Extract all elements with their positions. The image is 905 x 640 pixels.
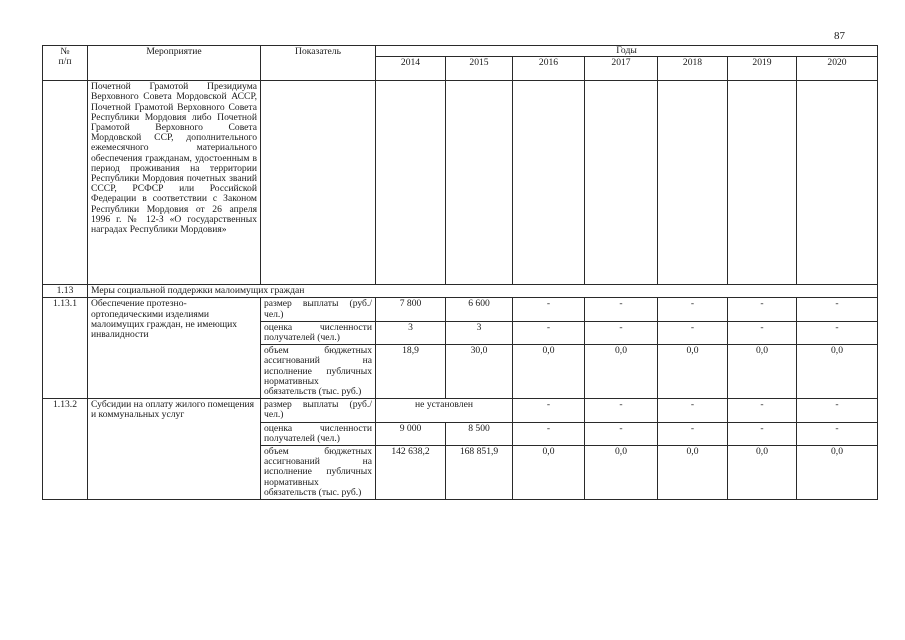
value-cell: 7 800 bbox=[376, 298, 446, 321]
item-title: Субсидии на оплату жилого помещения и коммунальных услуг bbox=[88, 399, 261, 500]
value-cell: - bbox=[513, 399, 585, 422]
value-cell: - bbox=[585, 422, 658, 445]
cell-empty bbox=[585, 81, 658, 285]
item-title: Обеспечение протезно-ортопедическими изделиями малоимущих граждан, не имеющих инвалидности bbox=[88, 298, 261, 399]
value-merged-cell: не установлен bbox=[376, 399, 513, 422]
page-number: 87 bbox=[834, 30, 845, 42]
year-cell: 2015 bbox=[446, 57, 513, 81]
value-cell: - bbox=[513, 321, 585, 344]
value-cell: 0,0 bbox=[728, 345, 797, 399]
col-header-years: Годы bbox=[376, 46, 878, 57]
value-cell: 6 600 bbox=[446, 298, 513, 321]
value-cell: - bbox=[585, 321, 658, 344]
year-cell: 2016 bbox=[513, 57, 585, 81]
item-num: 1.13.1 bbox=[43, 298, 88, 399]
value-cell: - bbox=[728, 298, 797, 321]
value-cell: 8 500 bbox=[446, 422, 513, 445]
value-cell: 142 638,2 bbox=[376, 446, 446, 500]
col-header-event: Мероприятие bbox=[88, 46, 261, 81]
year-cell: 2019 bbox=[728, 57, 797, 81]
value-cell: 3 bbox=[446, 321, 513, 344]
year-cell: 2020 bbox=[797, 57, 878, 81]
header-row bbox=[43, 46, 878, 57]
value-cell: - bbox=[797, 422, 878, 445]
value-cell: 0,0 bbox=[797, 446, 878, 500]
col-header-num: № п/п bbox=[43, 46, 88, 81]
cell-empty bbox=[446, 81, 513, 285]
value-cell: 0,0 bbox=[658, 446, 728, 500]
value-cell: 0,0 bbox=[585, 446, 658, 500]
indicator-cell: объем бюджетных ассигнований на исполнение публичных нормативных обязательств (тыс. руб.) bbox=[261, 345, 376, 399]
value-cell: - bbox=[513, 298, 585, 321]
value-cell: - bbox=[797, 298, 878, 321]
value-cell: - bbox=[797, 321, 878, 344]
cell-empty bbox=[376, 81, 446, 285]
value-cell: 0,0 bbox=[658, 345, 728, 399]
value-cell: - bbox=[728, 399, 797, 422]
value-cell: - bbox=[513, 422, 585, 445]
value-cell: - bbox=[585, 298, 658, 321]
indicator-cell: оценка численности получателей (чел.) bbox=[261, 422, 376, 445]
continuation-row bbox=[43, 81, 878, 285]
year-cell: 2018 bbox=[658, 57, 728, 81]
value-cell: 0,0 bbox=[585, 345, 658, 399]
cell-empty bbox=[43, 81, 88, 285]
cell-empty bbox=[513, 81, 585, 285]
indicator-cell: оценка численности получателей (чел.) bbox=[261, 321, 376, 344]
value-cell: - bbox=[658, 399, 728, 422]
value-cell: - bbox=[728, 321, 797, 344]
value-cell: 0,0 bbox=[513, 345, 585, 399]
cell-empty bbox=[658, 81, 728, 285]
table-row bbox=[43, 399, 878, 422]
continuation-text: Почетной Грамотой Президиума Верховного Совета Мордовской АССР, Почетной Грамотой Верховного Совета Республики Мордовия либо Почетной Грамотой Верховного Совета Мордовской ССР, дополнительного ежемесячного материального обеспечения гражданам, удостоенным в период проживания на территории Республики Мордовия почетных званий СССР, РСФСР или Российской Федерации в соответствии с Законом Республики Мордовия от 26 апреля 1996 г. № 12-З «О государственных наградах Республики Мордовия» bbox=[88, 81, 261, 285]
value-cell: 3 bbox=[376, 321, 446, 344]
value-cell: - bbox=[585, 399, 658, 422]
year-cell: 2014 bbox=[376, 57, 446, 81]
table-row bbox=[43, 298, 878, 321]
cell-empty bbox=[728, 81, 797, 285]
value-cell: - bbox=[658, 298, 728, 321]
section-title: Меры социальной поддержки малоимущих граждан bbox=[88, 285, 878, 298]
value-cell: 18,9 bbox=[376, 345, 446, 399]
indicator-cell: размер выплаты (руб./ чел.) bbox=[261, 399, 376, 422]
value-cell: 9 000 bbox=[376, 422, 446, 445]
section-row bbox=[43, 285, 878, 298]
year-cell: 2017 bbox=[585, 57, 658, 81]
value-cell: 0,0 bbox=[797, 345, 878, 399]
value-cell: 30,0 bbox=[446, 345, 513, 399]
indicator-cell: размер выплаты (руб./ чел.) bbox=[261, 298, 376, 321]
cell-empty bbox=[261, 81, 376, 285]
value-cell: 0,0 bbox=[513, 446, 585, 500]
item-num: 1.13.2 bbox=[43, 399, 88, 500]
value-cell: - bbox=[658, 321, 728, 344]
indicator-cell: объем бюджетных ассигнований на исполнение публичных нормативных обязательств (тыс. руб.) bbox=[261, 446, 376, 500]
value-cell: - bbox=[797, 399, 878, 422]
value-cell: 168 851,9 bbox=[446, 446, 513, 500]
section-num: 1.13 bbox=[43, 285, 88, 298]
cell-empty bbox=[797, 81, 878, 285]
value-cell: 0,0 bbox=[728, 446, 797, 500]
col-header-indicator: Показатель bbox=[261, 46, 376, 81]
value-cell: - bbox=[728, 422, 797, 445]
budget-table bbox=[42, 45, 878, 500]
value-cell: - bbox=[658, 422, 728, 445]
